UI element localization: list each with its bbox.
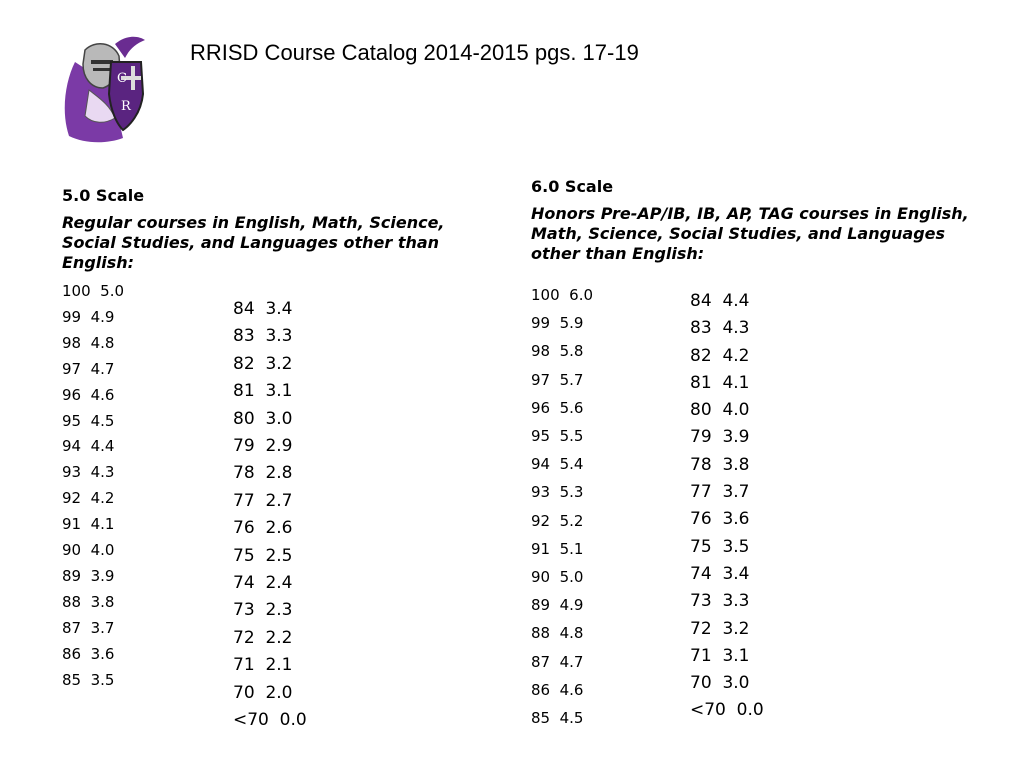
grade-row: 91 5.1 (531, 539, 584, 558)
grade-row: 95 4.5 (62, 411, 115, 430)
grade-row: 93 5.3 (531, 483, 584, 502)
grade-row: 81 3.1 (233, 381, 293, 402)
grade-row: 94 5.4 (531, 455, 584, 474)
scale5-description: Regular courses in English, Math, Science, Social Studies, and Languages other than English: (62, 213, 445, 272)
grade-row: 97 4.7 (62, 359, 115, 378)
grade-row: 79 2.9 (233, 436, 293, 457)
scale6-title: 6.0 Scale (531, 177, 614, 196)
grade-row: 84 3.4 (233, 299, 293, 319)
grade-row: 77 2.7 (233, 490, 293, 511)
grade-row: <70 0.0 (233, 710, 307, 731)
grade-row: 96 4.6 (62, 385, 115, 404)
page-title: RRISD Course Catalog 2014-2015 pgs. 17-19 (190, 40, 639, 65)
grade-row: 71 3.1 (690, 645, 750, 666)
grade-row: 98 5.8 (531, 342, 584, 361)
grade-row: 96 5.6 (531, 398, 584, 417)
grade-row: 94 4.4 (62, 437, 115, 456)
grade-row: 100 5.0 (62, 282, 125, 300)
grade-row: 70 2.0 (233, 682, 293, 703)
grade-row: 92 4.2 (62, 489, 115, 508)
grade-row: 90 5.0 (531, 568, 584, 587)
scale6-right-column (690, 288, 764, 725)
logo-letter-r: R (121, 99, 131, 114)
grade-row: 79 3.9 (690, 427, 750, 448)
grade-row: 78 2.8 (233, 463, 293, 484)
grade-row: 87 3.7 (62, 618, 115, 637)
grade-row: 88 3.8 (62, 592, 115, 611)
grade-row: 73 2.3 (233, 600, 293, 621)
scale5-title: 5.0 Scale (62, 186, 145, 205)
grade-row: 71 2.1 (233, 655, 293, 676)
grade-row: 82 4.2 (690, 345, 750, 366)
grade-row: 74 3.4 (690, 563, 750, 584)
grade-row: 76 3.6 (690, 509, 750, 530)
grade-row: 83 3.3 (233, 326, 293, 347)
grade-row: 74 2.4 (233, 573, 293, 594)
grade-row: 80 4.0 (690, 400, 750, 421)
grade-row: 75 2.5 (233, 545, 293, 566)
grade-row: 70 3.0 (690, 673, 750, 694)
logo-letter-c: C (117, 71, 127, 86)
grade-row: 77 3.7 (690, 482, 750, 503)
grade-row: 85 4.5 (531, 709, 584, 728)
grade-row: 98 4.8 (62, 333, 115, 352)
knight-mascot-icon (55, 32, 150, 147)
grade-row: 99 4.9 (62, 307, 115, 326)
grade-row: 95 5.5 (531, 427, 584, 446)
grade-row: 84 4.4 (690, 291, 750, 311)
scale5-left-column (62, 279, 124, 694)
grade-row: 85 3.5 (62, 670, 115, 689)
grade-row: 92 5.2 (531, 511, 584, 530)
grade-row: <70 0.0 (690, 700, 764, 721)
grade-row: 93 4.3 (62, 463, 115, 482)
grade-row: 80 3.0 (233, 408, 293, 429)
grade-row: 72 2.2 (233, 627, 293, 648)
grade-row: 89 4.9 (531, 596, 584, 615)
grade-row: 97 5.7 (531, 370, 584, 389)
grade-row: 78 3.8 (690, 454, 750, 475)
grade-row: 86 3.6 (62, 644, 115, 663)
grade-row: 76 2.6 (233, 518, 293, 539)
grade-row: 75 3.5 (690, 536, 750, 557)
grade-row: 91 4.1 (62, 515, 115, 534)
scale6-left-column (531, 281, 593, 732)
grade-row: 90 4.0 (62, 541, 115, 560)
grade-row: 89 3.9 (62, 566, 115, 585)
grade-row: 88 4.8 (531, 624, 584, 643)
scale5-right-column (233, 296, 307, 735)
grade-row: 82 3.2 (233, 353, 293, 374)
grade-row: 72 3.2 (690, 618, 750, 639)
grade-row: 86 4.6 (531, 680, 584, 699)
grade-row: 81 4.1 (690, 372, 750, 393)
grade-row: 83 4.3 (690, 318, 750, 339)
grade-row: 73 3.3 (690, 591, 750, 612)
grade-row: 87 4.7 (531, 652, 584, 671)
grade-row: 100 6.0 (531, 286, 594, 304)
grade-row: 99 5.9 (531, 314, 584, 333)
scale6-description: Honors Pre-AP/IB, IB, AP, TAG courses in English, Math, Science, Social Studies, and Languages other than English: (531, 204, 969, 263)
